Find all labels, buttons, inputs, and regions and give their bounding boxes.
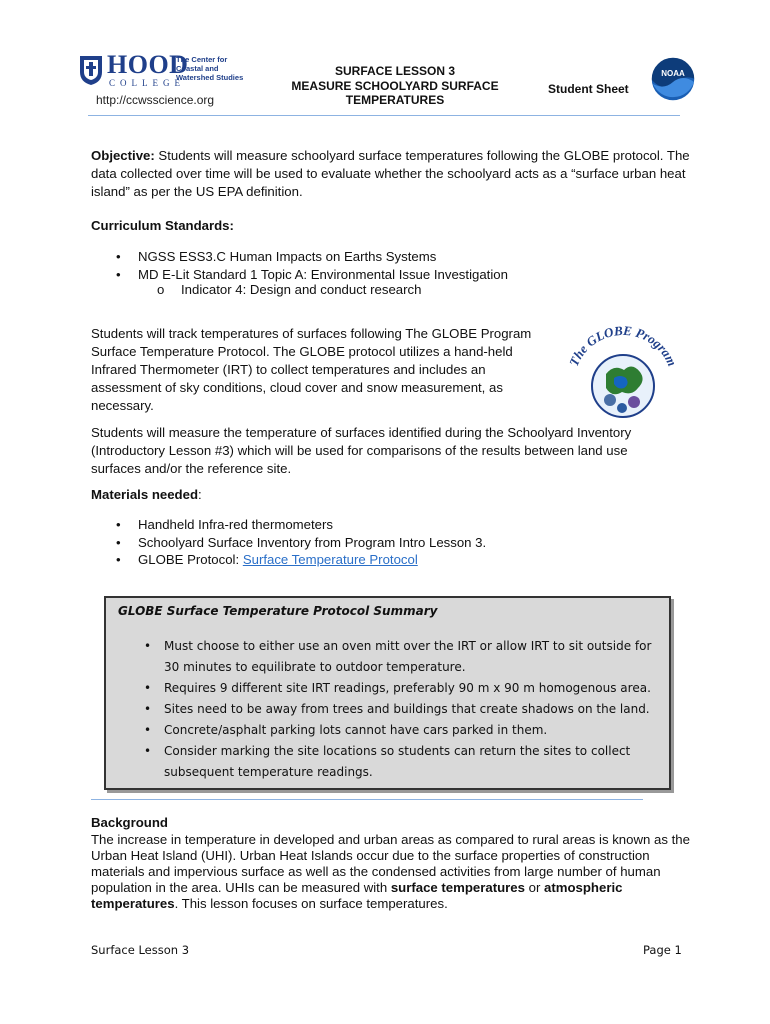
objective-label: Objective: (91, 148, 155, 163)
bullet-icon: • (144, 723, 152, 737)
noaa-logo-icon (650, 56, 696, 102)
hood-shield-icon (78, 54, 104, 86)
list-item (116, 248, 508, 266)
sub-bullet-icon: o (157, 282, 165, 297)
summary-title: GLOBE Surface Temperature Protocol Summary (118, 604, 438, 618)
title-line: SURFACE LESSON 3 (334, 64, 456, 78)
center-name-line: Coastal and (176, 64, 219, 73)
list-item-text: Must choose to either use an oven mitt over the IRT or allow IRT to sit outside for 30 minutes to equilibrate to outdoor temperature. (164, 639, 652, 674)
background-bold-term: atmospheric temperatures (91, 880, 623, 911)
center-name-line: The Center for (176, 55, 228, 64)
materials-heading (91, 487, 202, 502)
background-heading: Background (91, 815, 168, 830)
list-item-text: NGSS ESS3.C Human Impacts on Earths Systems (138, 249, 437, 264)
footer-lesson-label: Surface Lesson 3 (91, 943, 190, 957)
bullet-icon: • (116, 249, 121, 264)
header-divider (88, 115, 680, 116)
summary-list (144, 636, 664, 783)
list-item (144, 741, 664, 783)
college-logo-word: COLLEGE (109, 78, 185, 88)
bullet-icon: • (116, 266, 121, 282)
list-item-text: Requires 9 different site IRT readings, preferably 90 m x 90 m homogenous area. (164, 681, 651, 695)
section-divider (91, 799, 643, 800)
sub-list-item: Indicator 4: Design and conduct research (181, 282, 422, 297)
center-name-line: Watershed Studies (176, 73, 244, 82)
background-text: The increase in temperature in developed and urban areas as compared to rural areas is known as the Urban Heat Island (UHI). Urban Heat Islands occur due to the surface properties of construction materials and impervious surface as well as the condensed activities from large number of human population in the area. UHIs can be measured with (91, 832, 690, 895)
background-bold-term: surface temperatures (390, 880, 525, 895)
page-number: Page 1 (643, 943, 682, 957)
site-url-link[interactable]: http://ccwsscience.org (96, 93, 215, 107)
list-item (144, 720, 664, 741)
globe-logo-text: The GLOBE Program (565, 322, 681, 369)
materials-heading-text: Materials needed (91, 487, 199, 502)
list-item (116, 266, 508, 284)
bullet-icon: • (144, 681, 152, 695)
list-item-text: Handheld Infra-red thermometers (138, 517, 333, 532)
globe-program-logo-icon (562, 322, 684, 422)
lesson-title (275, 64, 515, 108)
noaa-text: NOAA (661, 69, 685, 78)
list-item-text: Sites need to be away from trees and buildings that create shadows on the land. (164, 702, 650, 716)
standards-list (116, 248, 508, 283)
title-line: TEMPERATURES (345, 93, 445, 107)
student-sheet-label: Student Sheet (548, 82, 629, 96)
surface-temperature-protocol-link[interactable]: Surface Temperature Protocol (242, 552, 418, 567)
objective-text: Students will measure schoolyard surface temperatures following the GLOBE protocol. The data collected over time will be used to evaluate whether the schoolyard acts as a “surface urban heat island” as per the US EPA definition. (91, 148, 690, 199)
objective-paragraph (91, 147, 691, 201)
list-item-text: Consider marking the site locations so students can return the sites to collect subsequent temperature readings. (164, 744, 631, 779)
track-paragraph: Students will track temperatures of surfaces following The GLOBE Program Surface Temperature Protocol. The GLOBE protocol utilizes a hand-held Infrared Thermometer (IRT) to collect temperatures and includes an assessment of sky conditions, cloud cover and snow measurement, as necessary. (91, 326, 532, 413)
list-item (144, 678, 664, 699)
list-item (116, 534, 487, 552)
measure-paragraph: Students will measure the temperature of surfaces identified during the Schoolyard Inventory (Introductory Lesson #3) which will be used for comparisons of the results between land use surfaces and/or the reference site. (91, 425, 632, 476)
list-item (116, 516, 486, 534)
materials-list (116, 516, 487, 569)
list-item-text: Schoolyard Surface Inventory from Program Intro Lesson 3. (138, 534, 487, 550)
bullet-icon: • (116, 534, 121, 550)
bullet-icon: • (116, 517, 121, 532)
list-item (144, 699, 664, 720)
background-text: or (524, 880, 545, 895)
list-item-text: MD E-Lit Standard 1 Topic A: Environmental Issue Investigation (138, 266, 508, 282)
list-item-text: Concrete/asphalt parking lots cannot have cars parked in them. (164, 723, 548, 737)
title-line: MEASURE SCHOOLYARD SURFACE (291, 78, 499, 93)
list-item-text: GLOBE Protocol: (138, 552, 243, 567)
background-paragraph (91, 832, 691, 912)
hood-logo-word: HOOD (107, 50, 189, 79)
bullet-icon: • (116, 552, 121, 567)
materials-colon: : (198, 487, 202, 502)
bullet-icon: • (144, 744, 152, 758)
bullet-icon: • (144, 702, 152, 716)
background-text: . This lesson focuses on surface temperatures. (174, 896, 448, 911)
list-item (116, 551, 486, 569)
standards-heading: Curriculum Standards: (91, 218, 234, 233)
bullet-icon: • (144, 639, 152, 653)
center-name (176, 55, 243, 82)
list-item (144, 636, 664, 678)
